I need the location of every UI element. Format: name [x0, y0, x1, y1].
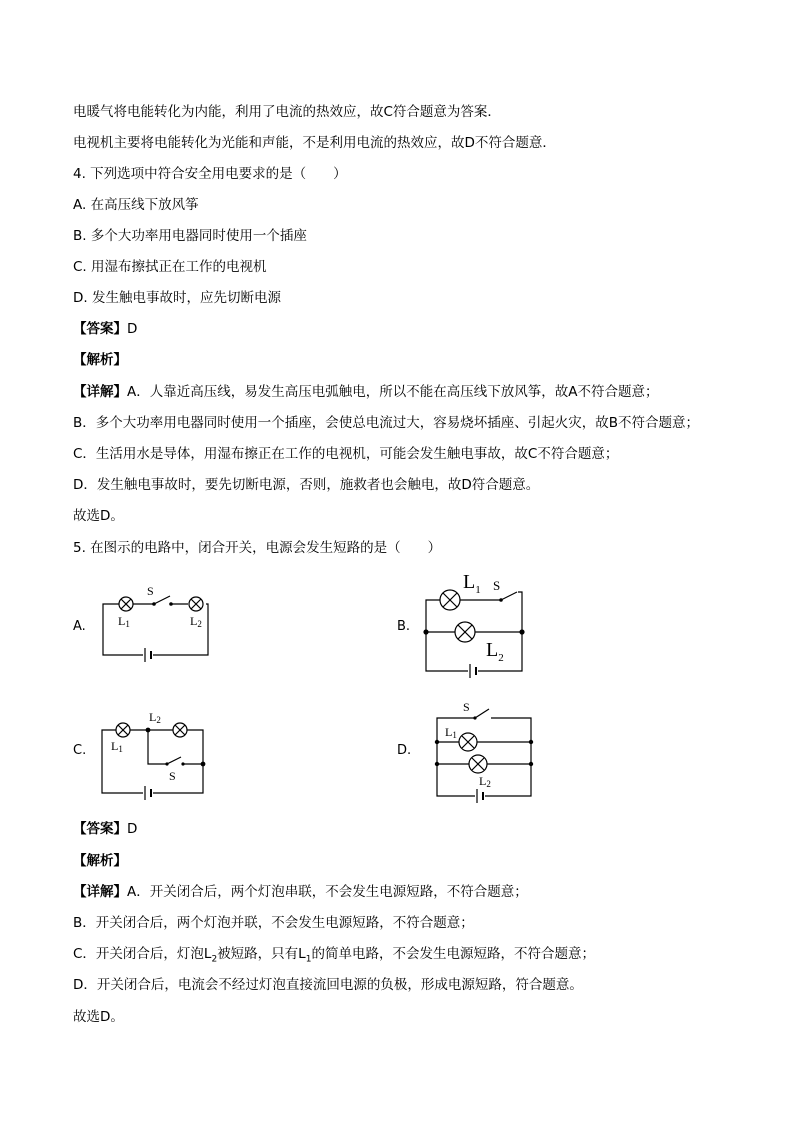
q5-answer-value: D [127, 821, 138, 837]
circuit-a-l1-label: L1 [118, 614, 130, 629]
q5-detail-b: B．开关闭合后，两个灯泡并联，不会发生电源短路，不符合题意； [73, 915, 474, 931]
q4-conclusion: 故选D。 [73, 508, 124, 524]
q4-option-a: A. 在高压线下放风筝 [73, 197, 199, 213]
q5-answer-tag: 【答案】 [73, 821, 127, 837]
q5-detail-a-text: A．开关闭合后，两个灯泡串联，不会发生电源短路，不符合题意； [127, 884, 528, 900]
q5-conclusion: 故选D。 [73, 1009, 124, 1025]
circuit-b-l2-label: $L_2$ [486, 639, 504, 664]
circuit-c-l1-label: L1 [111, 739, 123, 754]
circuit-d-diagram [425, 698, 545, 808]
q4-answer-tag: 【答案】 [73, 321, 127, 337]
circuit-c-diagram [95, 708, 220, 803]
circuit-d-l2-label: L2 [479, 774, 491, 789]
q4-stem: 4. 下列选项中符合安全用电要求的是（ ） [73, 166, 347, 182]
q4-answer-value: D [127, 321, 138, 337]
q5-detail-c [73, 944, 595, 970]
circuit-d-l1-label: L1 [445, 725, 457, 740]
circuit-d-s-label: S [463, 700, 470, 714]
q4-detail-b: B．多个大功率用电器同时使用一个插座，会使总电流过大，容易烧坏插座、引起火灾，故B不符合题意； [73, 415, 700, 431]
circuit-c-s-label: S [169, 769, 176, 783]
q5-option-d-label: D. [397, 743, 412, 758]
q3-explanation-line2: 电视机主要将电能转化为光能和声能，不是利用电流的热效应，故D不符合题意． [73, 135, 556, 151]
circuit-c-l2-label: L2 [149, 710, 161, 725]
q5-detail-c-sub: 2 [211, 954, 218, 965]
q5-detail-c-mid: 被短路，只有L [217, 946, 306, 962]
q5-option-b-label: B. [397, 619, 411, 634]
q5-detail-a [73, 882, 528, 902]
q4-detail-c: C．生活用水是导体，用湿布擦正在工作的电视机，可能会发生触电事故，故C不符合题意； [73, 446, 619, 462]
q5-detail-c-post: 的简单电路，不会发生电源短路，不符合题意； [311, 946, 595, 962]
q5-analysis-tag: 【解析】 [73, 853, 127, 869]
circuit-b-l1-label: $L_1$ [463, 571, 481, 596]
q5-detail-c-pre: C．开关闭合后，灯泡L [73, 946, 212, 962]
q5-option-a-label: A. [73, 619, 86, 634]
q5-detail-c-sub2: 1 [305, 954, 312, 965]
q5-answer [73, 819, 137, 839]
circuit-b-diagram [418, 568, 533, 683]
q3-explanation-line1: 电暖气将电能转化为内能，利用了电流的热效应，故C符合题意为答案． [73, 104, 501, 120]
circuit-a-diagram [95, 582, 220, 667]
q5-stem: 5. 在图示的电路中，闭合开关，电源会发生短路的是（ ） [73, 540, 442, 556]
circuit-b-s-label: S [493, 578, 501, 593]
q5-option-c-label: C. [73, 743, 87, 758]
q4-detail-a [73, 382, 658, 402]
circuit-a-l2-label: L2 [190, 614, 202, 629]
q4-detail-a-text: A．人靠近高压线，易发生高压电弧触电，所以不能在高压线下放风筝，故A不符合题意； [127, 384, 659, 400]
circuit-a-s-label: S [147, 584, 154, 598]
q5-detail-tag: 【详解】 [73, 884, 127, 900]
q4-option-d: D. 发生触电事故时，应先切断电源 [73, 290, 281, 306]
q4-answer [73, 319, 137, 339]
q4-detail-d: D．发生触电事故时，要先切断电源，否则，施救者也会触电，故D符合题意。 [73, 477, 540, 493]
q4-option-c: C. 用湿布擦拭正在工作的电视机 [73, 259, 267, 275]
q4-option-b: B. 多个大功率用电器同时使用一个插座 [73, 228, 307, 244]
q4-detail-tag: 【详解】 [73, 384, 127, 400]
q4-analysis-tag: 【解析】 [73, 352, 127, 368]
q5-detail-d: D．开关闭合后，电流会不经过灯泡直接流回电源的负极，形成电源短路，符合题意。 [73, 977, 583, 993]
